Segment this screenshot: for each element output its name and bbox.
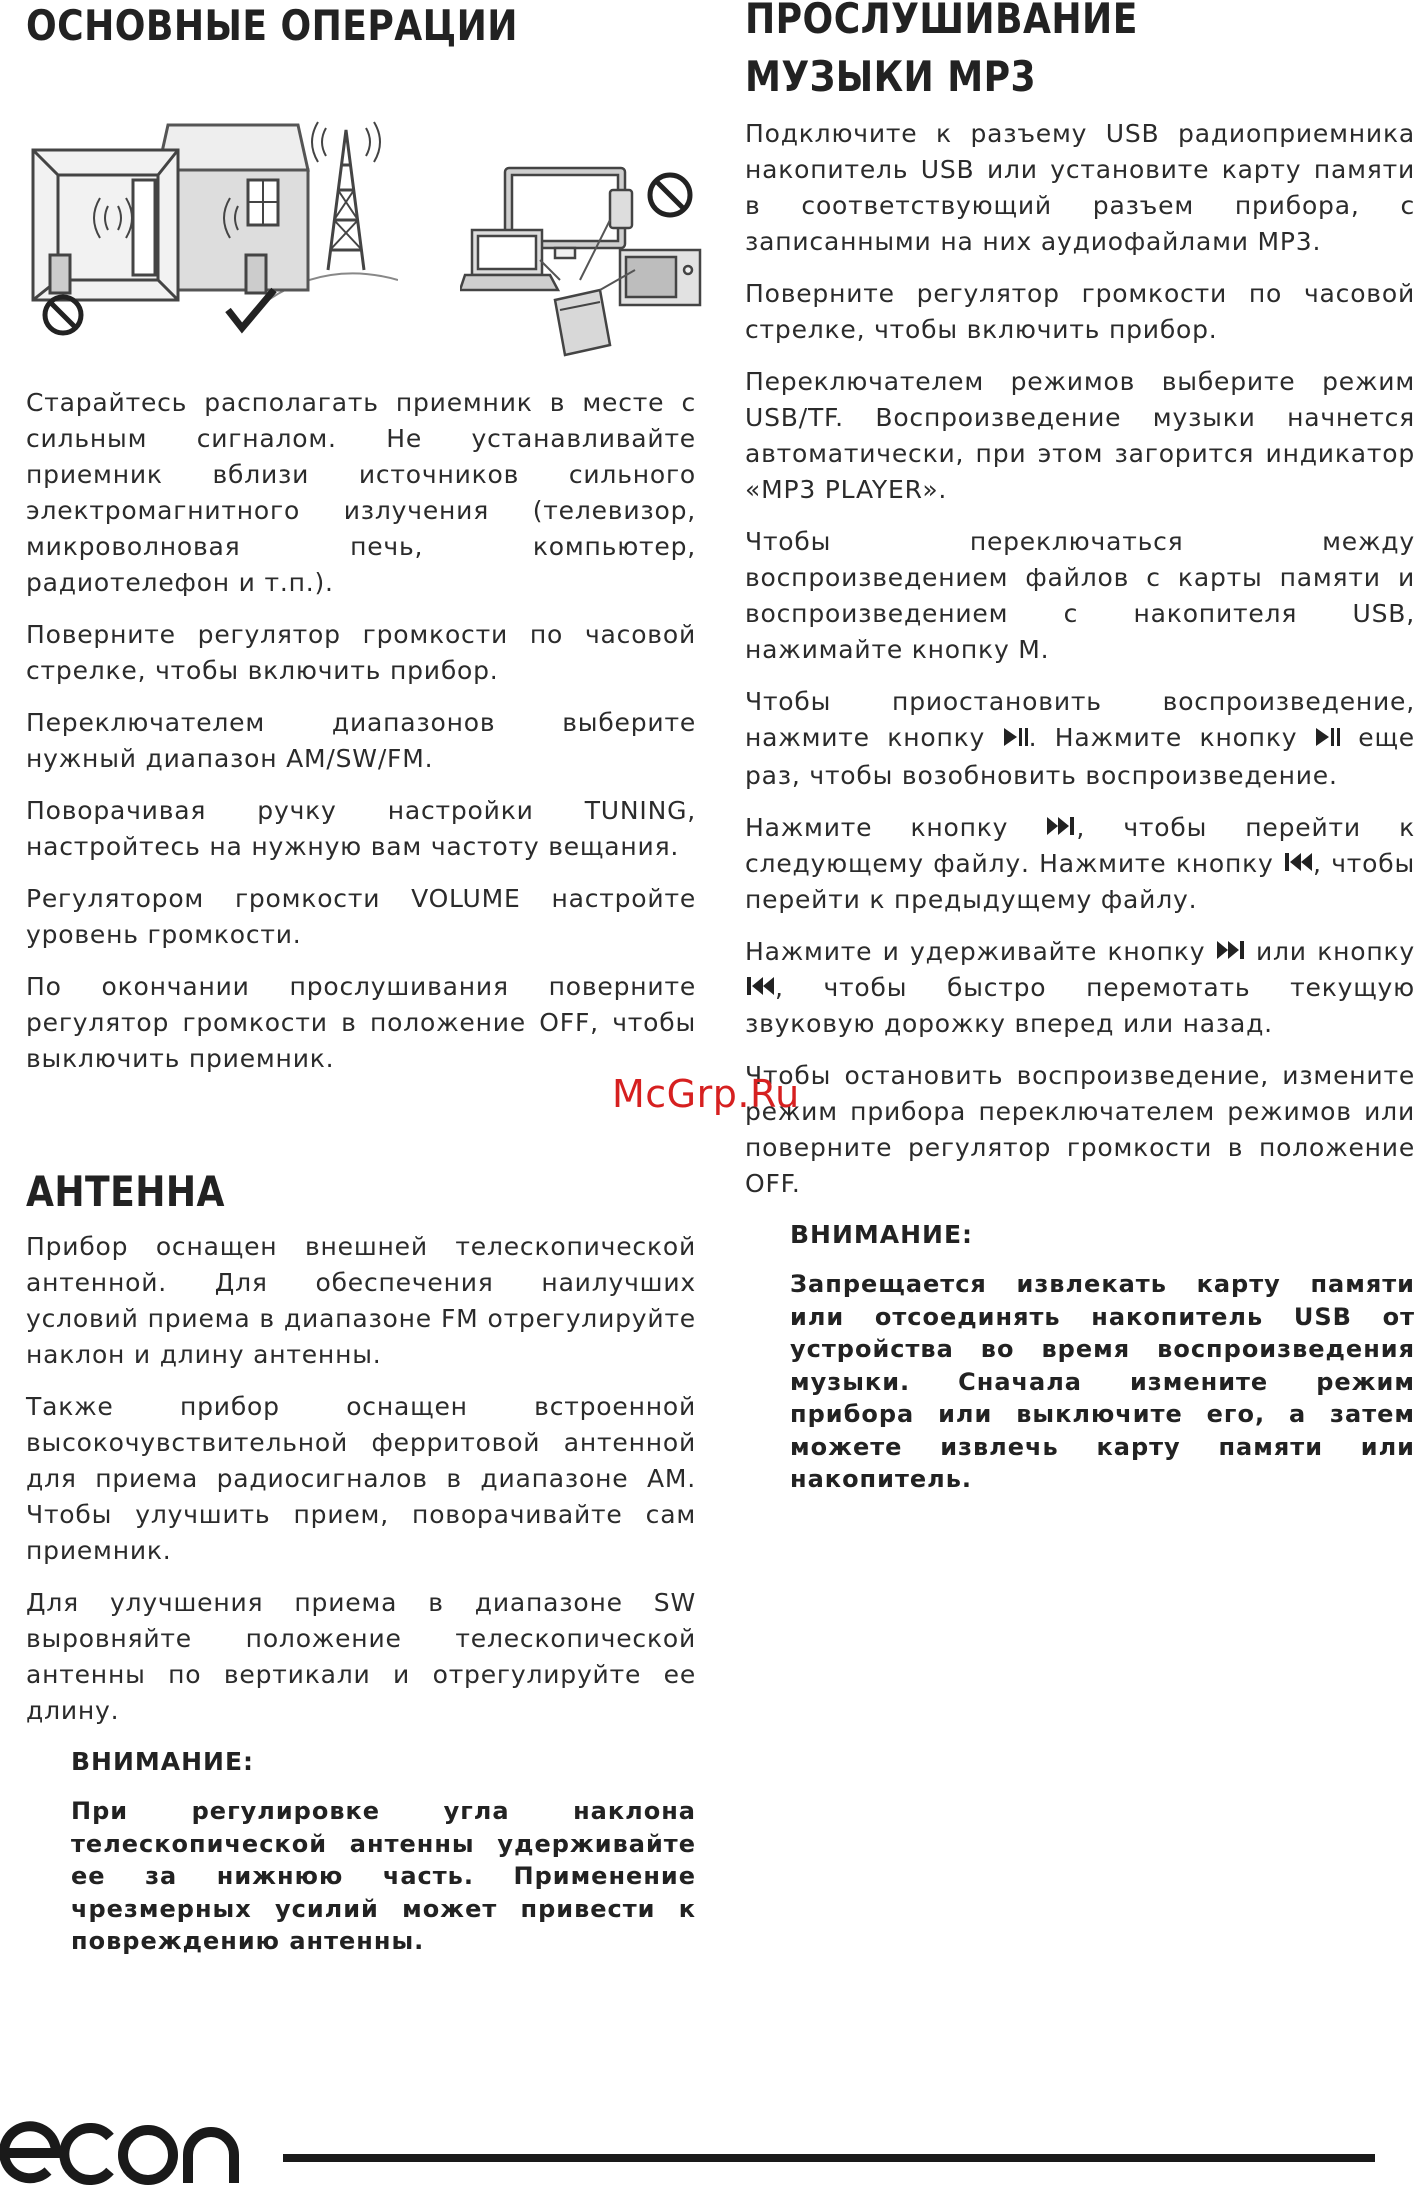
right-column	[745, 0, 1415, 1496]
previous-track-icon	[745, 970, 775, 1006]
reception-houses-illustration	[28, 110, 398, 345]
paragraph-pause	[745, 684, 1415, 794]
paragraph-next-prev	[745, 810, 1415, 918]
paragraph-mode-usb-tf: Переключателем режимов выберите режим USB/TF. Воспроизведение музыки начнется автоматически, при этом загорится индикатор «MP3 PLAYER».	[745, 367, 1415, 504]
paragraph-connect-usb: Подключите к разъему USB радиоприемника накопитель USB или установите карту памяти в соответствующий разъем прибора, с записанными на них аудиофайлами MP3.	[745, 119, 1415, 256]
next-text-1: Нажмите кнопку	[745, 813, 1047, 842]
warning-title-antenna: ВНИМАНИЕ:	[71, 1747, 255, 1776]
warning-text-mp3: Запрещается извлекать карту памяти или отсоединять накопитель USB от устройства во время воспроизведения музыки. Сначала измените режим прибора или выключите его, а затем можете извлечь карту памяти или накопитель.	[790, 1270, 1415, 1493]
paragraph-tuning: Поворачивая ручку настройки TUNING, настройтесь на нужную вам частоту вещания.	[26, 796, 696, 861]
next-track-icon	[1216, 934, 1246, 970]
paragraph-band: Переключателем диапазонов выберите нужный диапазон AM/SW/FM.	[26, 708, 696, 773]
play-pause-icon	[1003, 722, 1029, 758]
econ-logo	[0, 2115, 240, 2189]
seek-text-1: Нажмите и удерживайте кнопку	[745, 937, 1216, 966]
paragraph-turn-on: Поверните регулятор громкости по часовой стрелке, чтобы включить прибор.	[26, 620, 696, 685]
paragraph-volume: Регулятором громкости VOLUME настройте уровень громкости.	[26, 884, 696, 949]
next-text-2: , чтобы перейти к следующему файлу. Нажмите кнопку	[745, 813, 1415, 878]
next-track-icon	[1046, 810, 1076, 846]
heading-antenna: АНТЕННА	[26, 1167, 225, 1216]
pause-text-3: еще раз, чтобы возобновить воспроизведение.	[745, 723, 1415, 790]
paragraph-turn-off: По окончании прослушивания поверните регулятор громкости в положение OFF, чтобы выключить приемник.	[26, 972, 696, 1073]
paragraph-fast-seek	[745, 934, 1415, 1042]
paragraph-turn-on-mp3: Поверните регулятор громкости по часовой стрелке, чтобы включить прибор.	[745, 279, 1415, 344]
heading-mp3-line1: ПРОСЛУШИВАНИЕ	[745, 0, 1138, 43]
seek-text-3: , чтобы быстро перемотать текущую звуковую дорожку вперед или назад.	[745, 973, 1415, 1038]
footer-divider	[283, 2154, 1375, 2162]
paragraph-switch-source: Чтобы переключаться между воспроизведением файлов с карты памяти и воспроизведением с накопителя USB, нажимайте кнопку M.	[745, 527, 1415, 664]
interference-devices-illustration	[460, 160, 705, 360]
watermark: McGrp.Ru	[612, 1072, 800, 1116]
warning-text-antenna: При регулировке угла наклона телескопической антенны удерживайте ее за нижнюю часть. Применение чрезмерных усилий может привести к повреждению антенны.	[71, 1797, 696, 1955]
paragraph-antenna-fm: Прибор оснащен внешней телескопической антенной. Для обеспечения наилучших условий приема в диапазоне FM отрегулируйте наклон и длину антенны.	[26, 1232, 696, 1369]
paragraph-placement: Старайтесь располагать приемник в месте с сильным сигналом. Не устанавливайте приемник вблизи источников сильного электромагнитного излучения (телевизор, микроволновая печь, компьютер, радиотелефон и т.п.).	[26, 388, 696, 597]
pause-text-1: Чтобы приостановить воспроизведение, нажмите кнопку	[745, 687, 1415, 752]
paragraph-antenna-am: Также прибор оснащен встроенной высокочувствительной ферритовой антенной для приема радиосигналов в диапазоне AM. Чтобы улучшить прием, поворачивайте сам приемник.	[26, 1392, 696, 1565]
heading-mp3-line2: МУЗЫКИ MP3	[745, 52, 1037, 101]
next-text-3: , чтобы перейти к предыдущему файлу.	[745, 849, 1415, 914]
previous-track-icon	[1283, 846, 1313, 882]
heading-basic-operations: ОСНОВНЫЕ ОПЕРАЦИИ	[26, 1, 518, 50]
pause-text-2: . Нажмите кнопку	[1028, 723, 1315, 752]
play-pause-icon	[1315, 722, 1341, 758]
warning-title-mp3: ВНИМАНИЕ:	[790, 1220, 974, 1249]
paragraph-antenna-sw: Для улучшения приема в диапазоне SW выровняйте положение телескопической антенны по вертикали и отрегулируйте ее длину.	[26, 1588, 696, 1725]
paragraph-stop: Чтобы остановить воспроизведение, измените режим прибора переключателем режимов или поверните регулятор громкости в положение OFF.	[745, 1061, 1415, 1198]
seek-text-2: или кнопку	[1245, 937, 1415, 966]
